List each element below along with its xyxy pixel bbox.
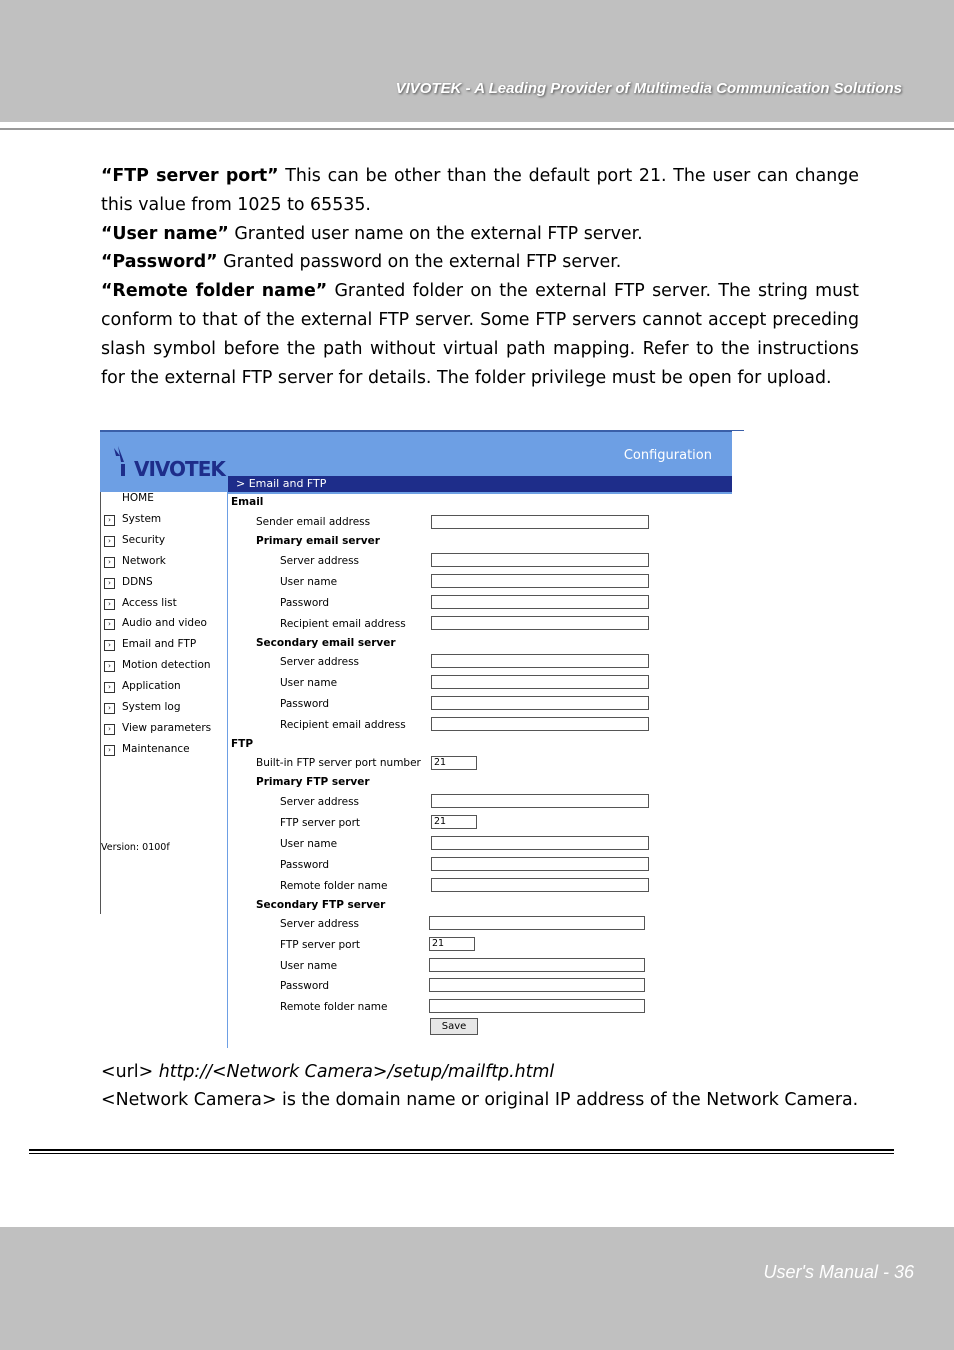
secondary-ftp-server-address-label: Server address [280, 918, 360, 930]
primary-email-server-address-label: Server address [280, 555, 360, 567]
primary-remote-folder-label: Remote folder name [280, 880, 388, 892]
section-title: > Email and FTP [236, 477, 327, 490]
page-number: User's Manual - 36 [763, 1262, 914, 1282]
primary-email-server-heading: Primary email server [256, 535, 380, 547]
sidebar-item-label: System [122, 513, 162, 525]
ftp-port-term: “FTP server port” [101, 166, 279, 186]
sidebar-item-label: Maintenance [122, 743, 190, 755]
password-desc: Granted password on the external FTP server. [217, 252, 622, 273]
primary-ftp-password-label: Password [280, 859, 330, 871]
sidebar-item-label: Motion detection [122, 659, 211, 671]
sidebar-item-label: Application [122, 680, 181, 692]
secondary-email-server-heading: Secondary email server [256, 637, 396, 649]
vivotek-logo [112, 442, 232, 482]
header-tagline: VIVOTEK - A Leading Provider of Multimedia Communication Solutions [395, 80, 902, 97]
sidebar-item-label: System log [122, 701, 181, 713]
expand-arrow-icon: › [104, 703, 115, 714]
sidebar-item-label: Email and FTP [122, 638, 197, 650]
secondary-email-user-name-input[interactable] [431, 675, 649, 689]
ftp-port-desc: This can be other than the default port 21. The user can change this value from 1025 to 65535. [101, 166, 859, 215]
secondary-email-server-address-input[interactable] [431, 654, 649, 668]
primary-ftp-password-input[interactable] [431, 857, 649, 871]
header-rule [0, 128, 954, 130]
sidebar [100, 492, 228, 1048]
setup-url: http://<Network Camera>/setup/mailftp.html [158, 1062, 555, 1082]
primary-email-password-input[interactable] [431, 595, 649, 609]
sidebar-item-label: HOME [122, 492, 154, 504]
expand-arrow-icon: › [104, 557, 115, 568]
expand-arrow-icon: › [104, 515, 115, 526]
footer-rule [29, 1149, 894, 1151]
config-screenshot [100, 430, 744, 1048]
secondary-ftp-server-heading: Secondary FTP server [256, 899, 386, 911]
password-paragraph [101, 248, 859, 277]
primary-ftp-server-port-input[interactable]: 21 [431, 815, 477, 829]
footer-band [0, 1227, 954, 1350]
secondary-ftp-password-input[interactable] [429, 978, 645, 992]
footer-rule-thin [29, 1153, 894, 1154]
secondary-ftp-server-address-input[interactable] [429, 916, 645, 930]
primary-ftp-user-name-label: User name [280, 838, 338, 850]
body-text [101, 162, 859, 392]
secondary-remote-folder-label: Remote folder name [280, 1001, 388, 1013]
builtin-ftp-port-label: Built-in FTP server port number [256, 757, 421, 769]
primary-ftp-server-address-label: Server address [280, 796, 360, 808]
primary-ftp-server-heading: Primary FTP server [256, 776, 370, 788]
network-camera-note: <Network Camera> is the domain name or original IP address of the Network Camera. [101, 1090, 859, 1110]
url-line [101, 1058, 554, 1087]
expand-arrow-icon: › [104, 661, 115, 672]
ftp-port-paragraph [101, 162, 859, 220]
expand-arrow-icon: › [104, 536, 115, 547]
header-extension [732, 430, 744, 431]
remote-folder-term: “Remote folder name” [101, 281, 328, 302]
primary-email-password-label: Password [280, 597, 330, 609]
primary-remote-folder-input[interactable] [431, 878, 649, 892]
expand-arrow-icon: › [104, 745, 115, 756]
secondary-ftp-user-name-label: User name [280, 960, 338, 972]
sender-email-label: Sender email address [256, 516, 371, 528]
primary-email-user-name-label: User name [280, 576, 338, 588]
user-name-paragraph [101, 220, 859, 249]
expand-arrow-icon: › [104, 724, 115, 735]
secondary-recipient-email-input[interactable] [431, 717, 649, 731]
primary-recipient-email-label: Recipient email address [280, 618, 406, 630]
remote-folder-desc: Granted folder on the external FTP server. The string must conform to that of the external FTP server. Some FTP servers cannot accept preceding slash symbol before the path without virtual path mapping. Refer to the instructions for the external FTP server for details. The folder privilege must be open for upload. [101, 281, 860, 388]
sidebar-border [100, 492, 101, 914]
remote-folder-paragraph [101, 277, 859, 392]
configuration-label: Configuration [623, 448, 712, 463]
user-name-desc: Granted user name on the external FTP server. [228, 223, 643, 244]
expand-arrow-icon: › [104, 619, 115, 630]
primary-recipient-email-input[interactable] [431, 616, 649, 630]
secondary-email-password-label: Password [280, 698, 330, 710]
email-heading: Email [231, 496, 264, 508]
secondary-ftp-user-name-input[interactable] [429, 958, 645, 972]
ftp-heading: FTP [231, 738, 254, 750]
primary-ftp-user-name-input[interactable] [431, 836, 649, 850]
secondary-ftp-password-label: Password [280, 980, 330, 992]
sidebar-item-label: Network [122, 555, 166, 567]
primary-ftp-server-port-label: FTP server port [280, 817, 361, 829]
sender-email-input[interactable] [431, 515, 649, 529]
secondary-email-user-name-label: User name [280, 677, 338, 689]
header-band [0, 0, 954, 122]
url-prefix: <url> [101, 1062, 159, 1082]
primary-email-server-address-input[interactable] [431, 553, 649, 567]
builtin-ftp-port-input[interactable]: 21 [431, 756, 477, 770]
secondary-email-password-input[interactable] [431, 696, 649, 710]
sidebar-item-label: Audio and video [122, 617, 207, 629]
secondary-recipient-email-label: Recipient email address [280, 719, 406, 731]
version-label: Version: 0100f [101, 842, 170, 853]
expand-arrow-icon: › [104, 640, 115, 651]
secondary-ftp-server-port-label: FTP server port [280, 939, 361, 951]
logo-text: VIVOTEK [134, 457, 225, 481]
sidebar-item-label: Security [122, 534, 166, 546]
expand-arrow-icon: › [104, 599, 115, 610]
user-name-term: “User name” [101, 223, 229, 244]
password-term: “Password” [101, 252, 218, 273]
sidebar-item-label: View parameters [122, 722, 212, 734]
save-button[interactable]: Save [430, 1018, 478, 1035]
secondary-ftp-server-port-input[interactable]: 21 [429, 937, 475, 951]
secondary-email-server-address-label: Server address [280, 656, 360, 668]
expand-arrow-icon: › [104, 682, 115, 693]
secondary-remote-folder-input[interactable] [429, 999, 645, 1013]
sidebar-item-label: Access list [122, 597, 177, 609]
sidebar-item-label: DDNS [122, 576, 153, 588]
expand-arrow-icon: › [104, 578, 115, 589]
section-title-bar [228, 476, 732, 492]
primary-email-user-name-input[interactable] [431, 574, 649, 588]
primary-ftp-server-address-input[interactable] [431, 794, 649, 808]
